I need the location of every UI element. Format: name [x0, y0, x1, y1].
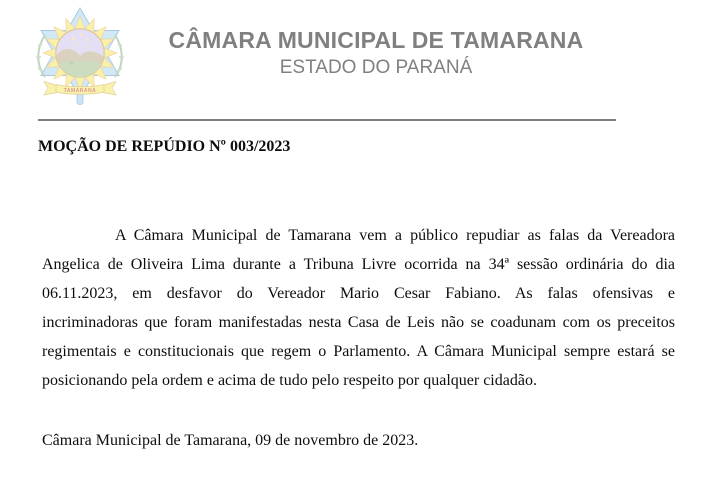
- paragraph-line: incriminadoras que foram manifestadas nesta Casa de Leis não se coadunam com os preceitos: [42, 314, 675, 331]
- header-divider: [38, 119, 616, 121]
- tamarana-coat-of-arms-icon: [30, 7, 130, 105]
- institution-name: CÂMARA MUNICIPAL DE TAMARANA: [168, 27, 584, 53]
- paragraph-line: 06.11.2023, em desfavor do Vereador Mario Cesar Fabiano. As falas ofensivas e: [42, 285, 675, 302]
- paragraph-line: posicionando pela ordem e acima de tudo pelo respeito por qualquer cidadão.: [42, 372, 537, 389]
- motion-body-paragraph: [42, 221, 675, 395]
- paragraph-line: A Câmara Municipal de Tamarana vem a público repudiar as falas da Vereadora: [115, 227, 675, 244]
- date-place-line: Câmara Municipal de Tamarana, 09 de novembro de 2023.: [42, 432, 419, 449]
- institution-state: ESTADO DO PARANÁ: [279, 57, 473, 78]
- paragraph-line: regimentais e constitucionais que regem o Parlamento. A Câmara Municipal sempre estará se: [42, 343, 675, 360]
- emblem-banner-text: TAMARANA: [63, 87, 97, 94]
- paragraph-line: Angelica de Oliveira Lima durante a Tribuna Livre ocorrida na 34ª sessão ordinária do dia: [42, 256, 675, 273]
- document-title: MOÇÃO DE REPÚDIO Nº 003/2023: [38, 138, 291, 155]
